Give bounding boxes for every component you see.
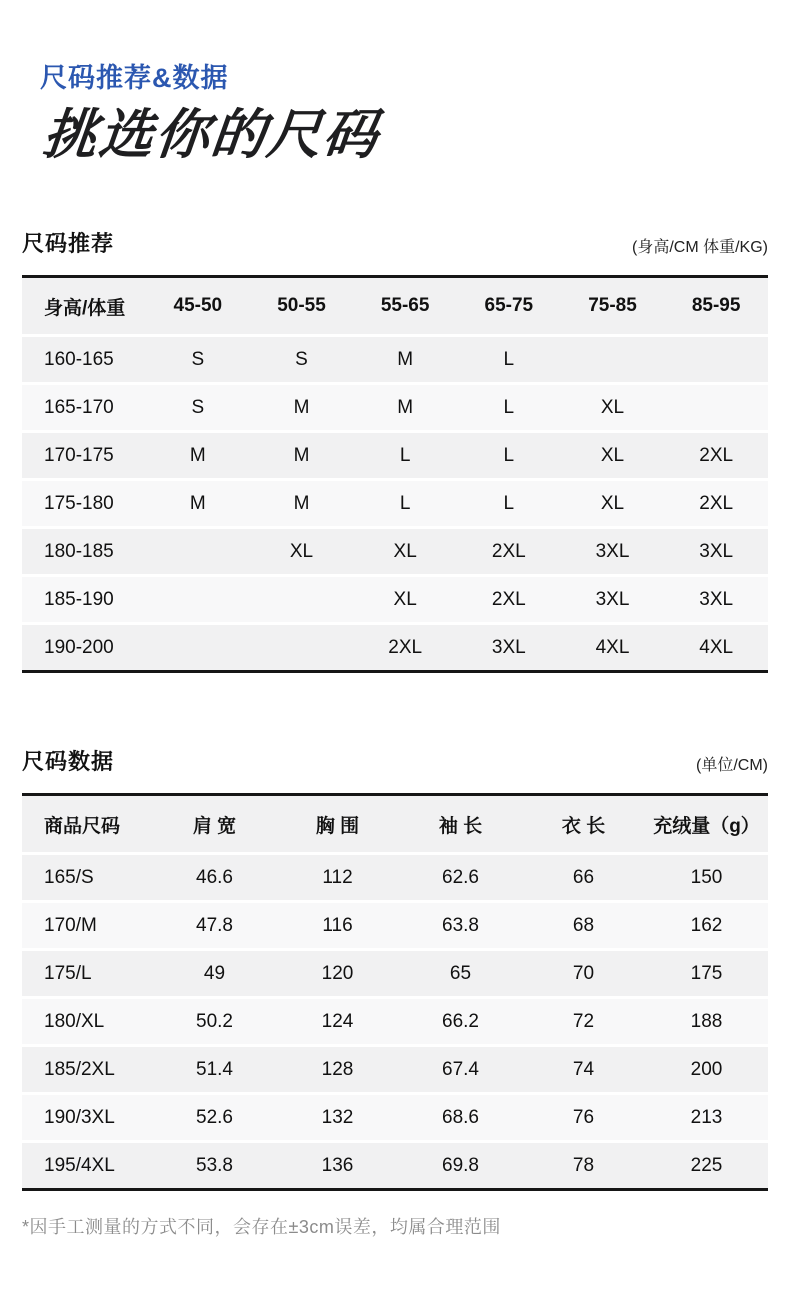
size-cell: L (399, 492, 411, 514)
table-row (22, 900, 768, 948)
column-header: 衣 长 (561, 815, 606, 837)
size-recommendation-section (0, 227, 790, 673)
size-cell: 3XL (491, 636, 526, 658)
size-cell: 4XL (699, 636, 734, 658)
size-cell: XL (600, 492, 625, 514)
eyebrow-title: 尺码推荐&数据 (40, 63, 229, 93)
size-cell: L (503, 492, 515, 514)
unit-note-data: (单位/CM) (696, 757, 768, 774)
measurement-cell: 49 (203, 962, 226, 984)
table-row (22, 574, 768, 622)
size-cell: M (397, 396, 414, 418)
row-label: 190-200 (44, 636, 114, 658)
measurement-cell: 128 (321, 1058, 354, 1080)
column-header: 肩 宽 (192, 815, 237, 837)
column-header: 胸 围 (315, 815, 360, 837)
measurement-cell: 46.6 (196, 866, 233, 888)
size-cell: L (399, 444, 411, 466)
table-row (22, 996, 768, 1044)
size-cell: 4XL (595, 636, 630, 658)
column-header: 充绒量（g） (653, 815, 760, 837)
size-cell: L (503, 348, 515, 370)
size-cell: S (191, 396, 205, 418)
table-row (22, 526, 768, 574)
section-title-recommendation: 尺码推荐 (22, 231, 115, 256)
unit-note-recommendation: (身高/CM 体重/KG) (632, 239, 768, 256)
table-row (22, 478, 768, 526)
column-header: 85-95 (691, 295, 741, 316)
column-header: 75-85 (588, 295, 637, 316)
column-header: 65-75 (484, 295, 534, 316)
measurement-cell: 132 (321, 1106, 354, 1128)
table-row (22, 852, 768, 900)
row-label: 180-185 (44, 540, 114, 562)
row-label: 175-180 (44, 492, 114, 514)
size-cell: 2XL (491, 588, 526, 610)
size-cell: 3XL (699, 588, 734, 610)
size-cell: M (397, 348, 414, 370)
column-header: 45-50 (173, 295, 223, 316)
size-cell: L (503, 444, 515, 466)
section-header (22, 227, 768, 275)
measurement-cell: 62.6 (442, 866, 479, 888)
size-cell: L (503, 396, 515, 418)
measurement-cell: 66 (572, 866, 595, 888)
row-label: 165-170 (44, 396, 114, 418)
table-row (22, 948, 768, 996)
table-row (22, 1092, 768, 1140)
size-cell: M (293, 396, 310, 418)
measurement-cell: 76 (572, 1106, 595, 1128)
measurement-cell: 162 (690, 914, 723, 936)
row-label: 185-190 (44, 588, 114, 610)
measurement-cell: 112 (322, 866, 353, 888)
column-header: 50-55 (277, 295, 326, 316)
size-recommendation-table (22, 275, 768, 673)
table-row (22, 430, 768, 478)
size-cell: M (189, 444, 206, 466)
row-label: 180/XL (44, 1010, 105, 1032)
measurement-cell: 213 (690, 1106, 723, 1128)
column-header: 身高/体重 (44, 297, 126, 319)
section-title-data: 尺码数据 (22, 749, 115, 774)
size-cell: S (191, 348, 205, 370)
size-cell: 3XL (595, 588, 630, 610)
row-label: 190/3XL (44, 1106, 115, 1128)
table-row (22, 334, 768, 382)
size-cell: 2XL (491, 540, 526, 562)
measurement-cell: 51.4 (196, 1058, 233, 1080)
measurement-disclaimer: *因手工测量的方式不同，会存在±3cm误差，均属合理范围 (22, 1217, 501, 1237)
size-cell: M (293, 444, 310, 466)
measurement-cell: 78 (572, 1154, 595, 1176)
table-row (22, 1140, 768, 1188)
table-header-row (22, 796, 768, 852)
size-cell: S (295, 348, 308, 370)
size-cell: XL (600, 396, 625, 418)
size-cell: XL (393, 588, 417, 610)
size-cell: XL (393, 540, 417, 562)
measurement-cell: 66.2 (442, 1010, 479, 1032)
measurement-cell: 65 (449, 962, 472, 984)
measurement-cell: 225 (690, 1154, 723, 1176)
row-label: 170-175 (44, 444, 114, 466)
measurement-cell: 63.8 (442, 914, 479, 936)
column-header: 袖 长 (438, 815, 483, 837)
measurement-cell: 150 (690, 866, 723, 888)
table-row (22, 382, 768, 430)
size-data-table (22, 793, 768, 1191)
measurement-cell: 53.8 (196, 1154, 233, 1176)
measurement-cell: 120 (321, 962, 354, 984)
row-label: 185/2XL (44, 1058, 115, 1080)
measurement-cell: 175 (690, 962, 723, 984)
hero-header (0, 0, 790, 165)
size-data-section (0, 745, 790, 1191)
size-cell: 2XL (699, 492, 734, 514)
measurement-cell: 124 (321, 1010, 354, 1032)
row-label: 160-165 (44, 348, 114, 370)
size-cell: XL (600, 444, 625, 466)
table-row (22, 622, 768, 670)
row-label: 170/M (44, 914, 97, 936)
size-cell: 2XL (699, 444, 734, 466)
measurement-cell: 69.8 (442, 1154, 479, 1176)
measurement-cell: 68.6 (442, 1106, 479, 1128)
size-cell: 3XL (595, 540, 630, 562)
section-header (22, 745, 768, 793)
table-header-row (22, 278, 768, 334)
size-cell: 3XL (699, 540, 734, 562)
measurement-cell: 67.4 (442, 1058, 479, 1080)
size-cell: M (293, 492, 310, 514)
size-cell: M (189, 492, 206, 514)
measurement-cell: 68 (572, 914, 595, 936)
measurement-cell: 52.6 (196, 1106, 233, 1128)
measurement-cell: 200 (690, 1058, 723, 1080)
row-label: 175/L (44, 962, 92, 984)
measurement-cell: 74 (572, 1058, 595, 1080)
measurement-cell: 70 (572, 962, 595, 984)
size-cell: 2XL (388, 636, 423, 658)
column-header: 55-65 (380, 295, 430, 316)
hero-title: 挑选你的尺码 (40, 105, 383, 165)
column-header: 商品尺码 (44, 815, 121, 837)
row-label: 195/4XL (44, 1154, 115, 1176)
row-label: 165/S (44, 866, 94, 888)
size-cell: XL (289, 540, 314, 562)
measurement-cell: 188 (690, 1010, 723, 1032)
measurement-cell: 47.8 (196, 914, 233, 936)
table-row (22, 1044, 768, 1092)
measurement-cell: 72 (572, 1010, 595, 1032)
measurement-cell: 50.2 (196, 1010, 233, 1032)
measurement-cell: 136 (321, 1154, 354, 1176)
measurement-cell: 116 (322, 914, 353, 936)
